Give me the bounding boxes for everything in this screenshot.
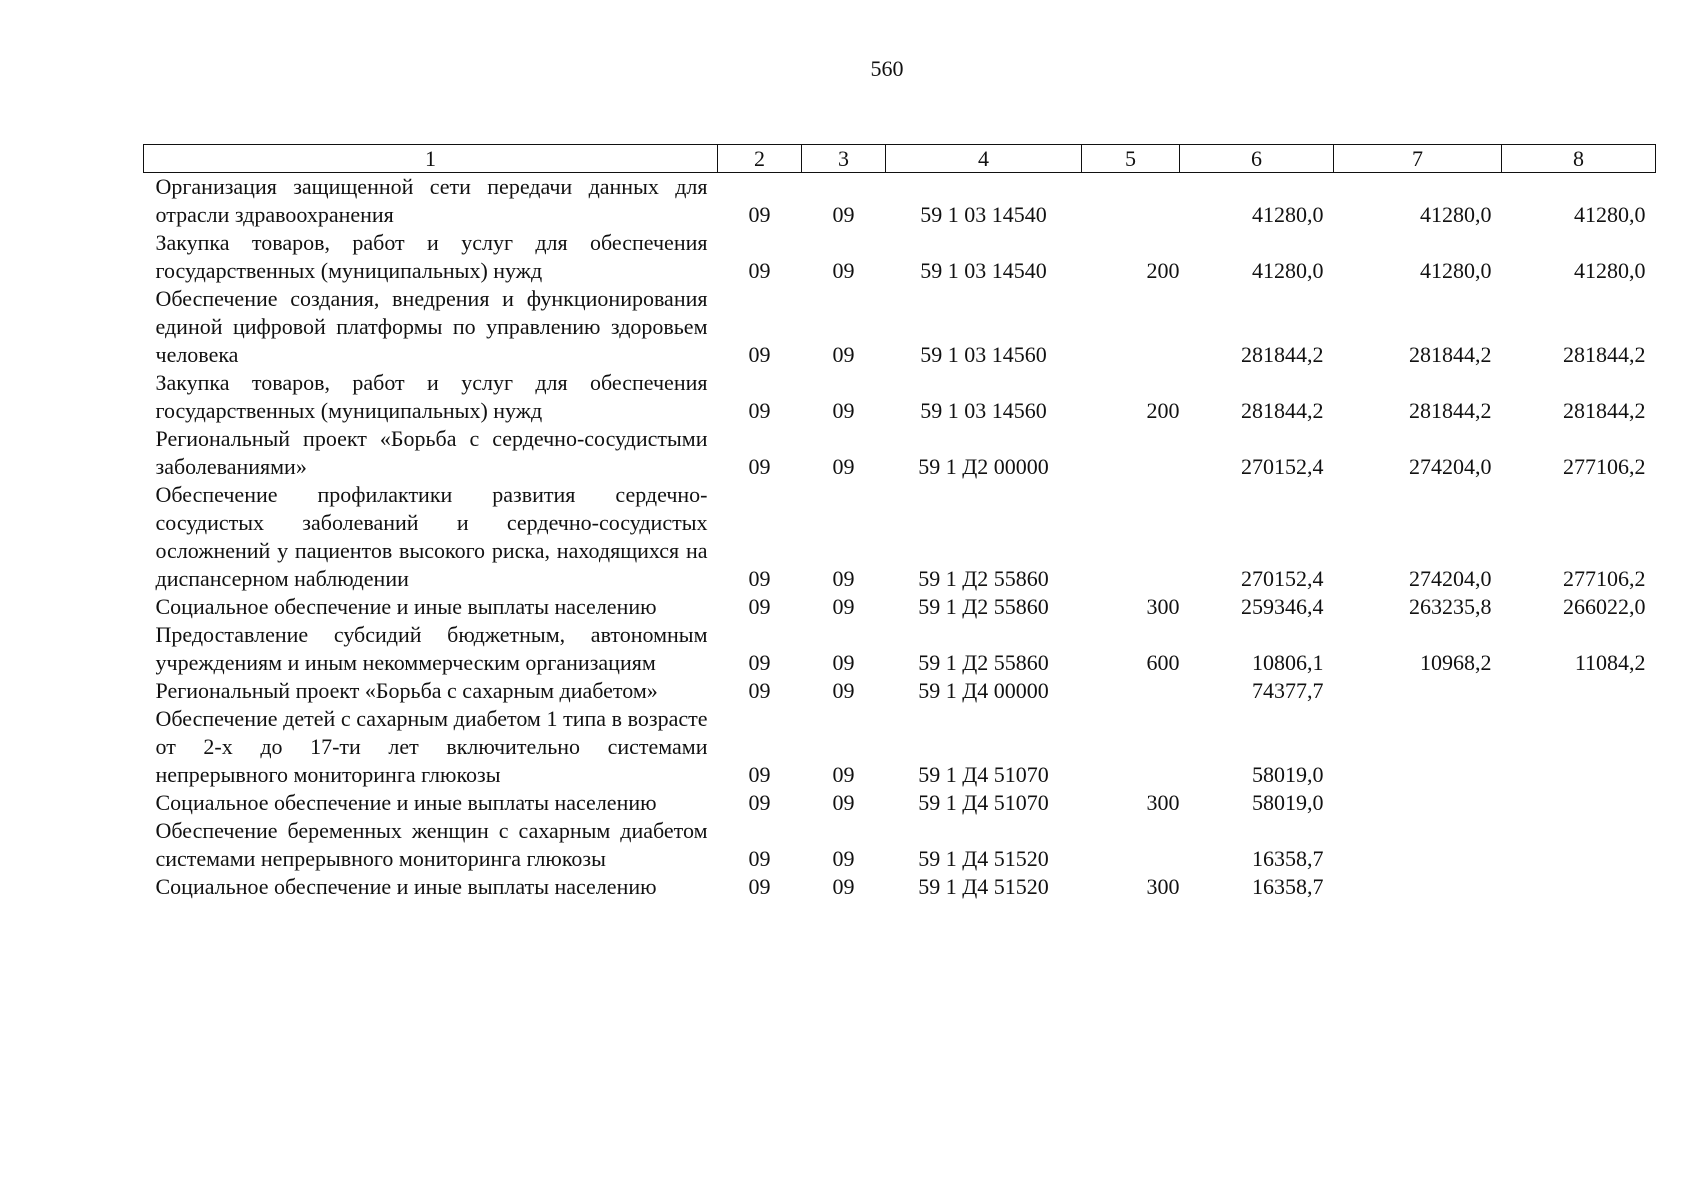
subsection-code-cell: 09 — [832, 790, 855, 815]
expense-type-cell — [1082, 285, 1180, 369]
subsection-code-cell: 09 — [832, 874, 855, 899]
amount-col-7-cell: 10968,2 — [1420, 650, 1492, 675]
amount-col-6-cell: 10806,1 — [1252, 650, 1324, 675]
section-code-cell: 09 — [748, 566, 771, 591]
amount-col-6-cell: 259346,4 — [1241, 594, 1324, 619]
amount-col-7-cell — [1334, 817, 1502, 873]
section-code-cell: 09 — [748, 762, 771, 787]
target-article-cell: 59 1 Д4 51070 — [918, 762, 1049, 787]
amount-col-8-cell: 266022,0 — [1563, 594, 1646, 619]
table-row — [144, 705, 1656, 789]
amount-col-6-cell: 41280,0 — [1252, 258, 1324, 283]
budget-table — [143, 144, 1656, 901]
section-code-cell: 09 — [748, 202, 771, 227]
amount-col-6-cell: 58019,0 — [1252, 790, 1324, 815]
table-row — [144, 621, 1656, 677]
header-col-4: 4 — [886, 145, 1082, 173]
row-name-cell: Предоставление субсидий бюджетным, автономным учреждениям и иным некоммерческим организациям — [155, 622, 708, 675]
target-article-cell: 59 1 03 14540 — [920, 258, 1047, 283]
header-col-2: 2 — [718, 145, 802, 173]
expense-type-cell: 600 — [1146, 650, 1180, 675]
subsection-code-cell: 09 — [832, 342, 855, 367]
subsection-code-cell: 09 — [832, 678, 855, 703]
expense-type-cell — [1082, 705, 1180, 789]
row-name-cell: Обеспечение беременных женщин с сахарным диабетом системами непрерывного мониторинга глюкозы — [155, 818, 708, 871]
amount-col-8-cell: 41280,0 — [1574, 202, 1646, 227]
target-article-cell: 59 1 Д4 00000 — [918, 678, 1049, 703]
subsection-code-cell: 09 — [832, 650, 855, 675]
table-row — [144, 789, 1656, 817]
table-row — [144, 677, 1656, 705]
amount-col-6-cell: 58019,0 — [1252, 762, 1324, 787]
amount-col-6-cell: 74377,7 — [1252, 678, 1324, 703]
section-code-cell: 09 — [748, 594, 771, 619]
subsection-code-cell: 09 — [832, 594, 855, 619]
row-name-cell: Закупка товаров, работ и услуг для обеспечения государственных (муниципальных) нужд — [155, 370, 708, 423]
amount-col-7-cell: 263235,8 — [1409, 594, 1492, 619]
subsection-code-cell: 09 — [832, 762, 855, 787]
subsection-code-cell: 09 — [832, 454, 855, 479]
amount-col-7-cell: 281844,2 — [1409, 398, 1492, 423]
header-col-6: 6 — [1180, 145, 1334, 173]
table-header — [144, 145, 1656, 173]
target-article-cell: 59 1 Д2 55860 — [918, 650, 1049, 675]
table-row — [144, 229, 1656, 285]
amount-col-8-cell — [1502, 705, 1656, 789]
amount-col-8-cell: 277106,2 — [1563, 566, 1646, 591]
amount-col-7-cell: 274204,0 — [1409, 454, 1492, 479]
header-row — [144, 145, 1656, 173]
section-code-cell: 09 — [748, 650, 771, 675]
amount-col-8-cell — [1502, 873, 1656, 901]
target-article-cell: 59 1 Д2 55860 — [918, 594, 1049, 619]
header-col-7: 7 — [1334, 145, 1502, 173]
target-article-cell: 59 1 Д2 55860 — [918, 566, 1049, 591]
row-name-cell: Социальное обеспечение и иные выплаты населению — [155, 790, 657, 815]
amount-col-6-cell: 16358,7 — [1252, 874, 1324, 899]
row-name-cell: Социальное обеспечение и иные выплаты населению — [155, 594, 657, 619]
header-col-8: 8 — [1502, 145, 1656, 173]
table-row — [144, 481, 1656, 593]
expense-type-cell — [1082, 677, 1180, 705]
amount-col-7-cell — [1334, 789, 1502, 817]
header-col-3: 3 — [802, 145, 886, 173]
amount-col-8-cell — [1502, 789, 1656, 817]
amount-col-6-cell: 281844,2 — [1241, 398, 1324, 423]
expense-type-cell: 300 — [1146, 790, 1180, 815]
table-body — [144, 173, 1656, 902]
amount-col-8-cell: 277106,2 — [1563, 454, 1646, 479]
row-name-cell: Обеспечение профилактики развития сердечно-сосудистых заболеваний и сердечно-сосудистых осложнений у пациентов высокого риска, находящихся на диспансерном наблюдении — [155, 482, 708, 591]
amount-col-7-cell — [1334, 677, 1502, 705]
amount-col-8-cell: 11084,2 — [1574, 650, 1646, 675]
row-name-cell: Обеспечение детей с сахарным диабетом 1 типа в возрасте от 2-х до 17-ти лет включительно системами непрерывного мониторинга глюкозы — [155, 706, 708, 787]
expense-type-cell: 300 — [1146, 874, 1180, 899]
subsection-code-cell: 09 — [832, 846, 855, 871]
table-row — [144, 817, 1656, 873]
amount-col-8-cell: 281844,2 — [1563, 342, 1646, 367]
amount-col-7-cell: 41280,0 — [1420, 258, 1492, 283]
section-code-cell: 09 — [748, 874, 771, 899]
table-row — [144, 593, 1656, 621]
expense-type-cell: 200 — [1146, 398, 1180, 423]
subsection-code-cell: 09 — [832, 258, 855, 283]
section-code-cell: 09 — [748, 258, 771, 283]
row-name-cell: Обеспечение создания, внедрения и функционирования единой цифровой платформы по управлению здоровьем человека — [155, 286, 708, 367]
section-code-cell: 09 — [748, 846, 771, 871]
section-code-cell: 09 — [748, 454, 771, 479]
table-row — [144, 369, 1656, 425]
target-article-cell: 59 1 Д4 51520 — [918, 846, 1049, 871]
section-code-cell: 09 — [748, 790, 771, 815]
expense-type-cell: 200 — [1146, 258, 1180, 283]
amount-col-8-cell: 281844,2 — [1563, 398, 1646, 423]
amount-col-7-cell — [1334, 873, 1502, 901]
amount-col-6-cell: 41280,0 — [1252, 202, 1324, 227]
target-article-cell: 59 1 03 14560 — [920, 398, 1047, 423]
row-name-cell: Организация защищенной сети передачи данных для отрасли здравоохранения — [155, 174, 708, 227]
amount-col-7-cell: 274204,0 — [1409, 566, 1492, 591]
subsection-code-cell: 09 — [832, 566, 855, 591]
subsection-code-cell: 09 — [832, 202, 855, 227]
header-col-5: 5 — [1082, 145, 1180, 173]
expense-type-cell — [1082, 173, 1180, 230]
amount-col-7-cell — [1334, 705, 1502, 789]
subsection-code-cell: 09 — [832, 398, 855, 423]
amount-col-6-cell: 270152,4 — [1241, 454, 1324, 479]
target-article-cell: 59 1 Д4 51520 — [918, 874, 1049, 899]
row-name-cell: Региональный проект «Борьба с сердечно-сосудистыми заболеваниями» — [155, 426, 708, 479]
section-code-cell: 09 — [748, 398, 771, 423]
table-row — [144, 285, 1656, 369]
row-name-cell: Региональный проект «Борьба с сахарным диабетом» — [155, 678, 658, 703]
page-number: 560 — [870, 56, 904, 81]
amount-col-8-cell — [1502, 677, 1656, 705]
expense-type-cell — [1082, 817, 1180, 873]
target-article-cell: 59 1 Д2 00000 — [918, 454, 1049, 479]
row-name-cell: Социальное обеспечение и иные выплаты населению — [155, 874, 657, 899]
amount-col-6-cell: 281844,2 — [1241, 342, 1324, 367]
amount-col-7-cell: 281844,2 — [1409, 342, 1492, 367]
header-col-1: 1 — [144, 145, 718, 173]
table-row — [144, 425, 1656, 481]
expense-type-cell — [1082, 425, 1180, 481]
row-name-cell: Закупка товаров, работ и услуг для обеспечения государственных (муниципальных) нужд — [155, 230, 708, 283]
amount-col-8-cell: 41280,0 — [1574, 258, 1646, 283]
table-row — [144, 873, 1656, 901]
amount-col-7-cell: 41280,0 — [1420, 202, 1492, 227]
expense-type-cell — [1082, 481, 1180, 593]
table-row — [144, 173, 1656, 230]
target-article-cell: 59 1 03 14540 — [920, 202, 1047, 227]
section-code-cell: 09 — [748, 678, 771, 703]
expense-type-cell: 300 — [1146, 594, 1180, 619]
amount-col-6-cell: 16358,7 — [1252, 846, 1324, 871]
amount-col-6-cell: 270152,4 — [1241, 566, 1324, 591]
section-code-cell: 09 — [748, 342, 771, 367]
amount-col-8-cell — [1502, 817, 1656, 873]
target-article-cell: 59 1 03 14560 — [920, 342, 1047, 367]
target-article-cell: 59 1 Д4 51070 — [918, 790, 1049, 815]
